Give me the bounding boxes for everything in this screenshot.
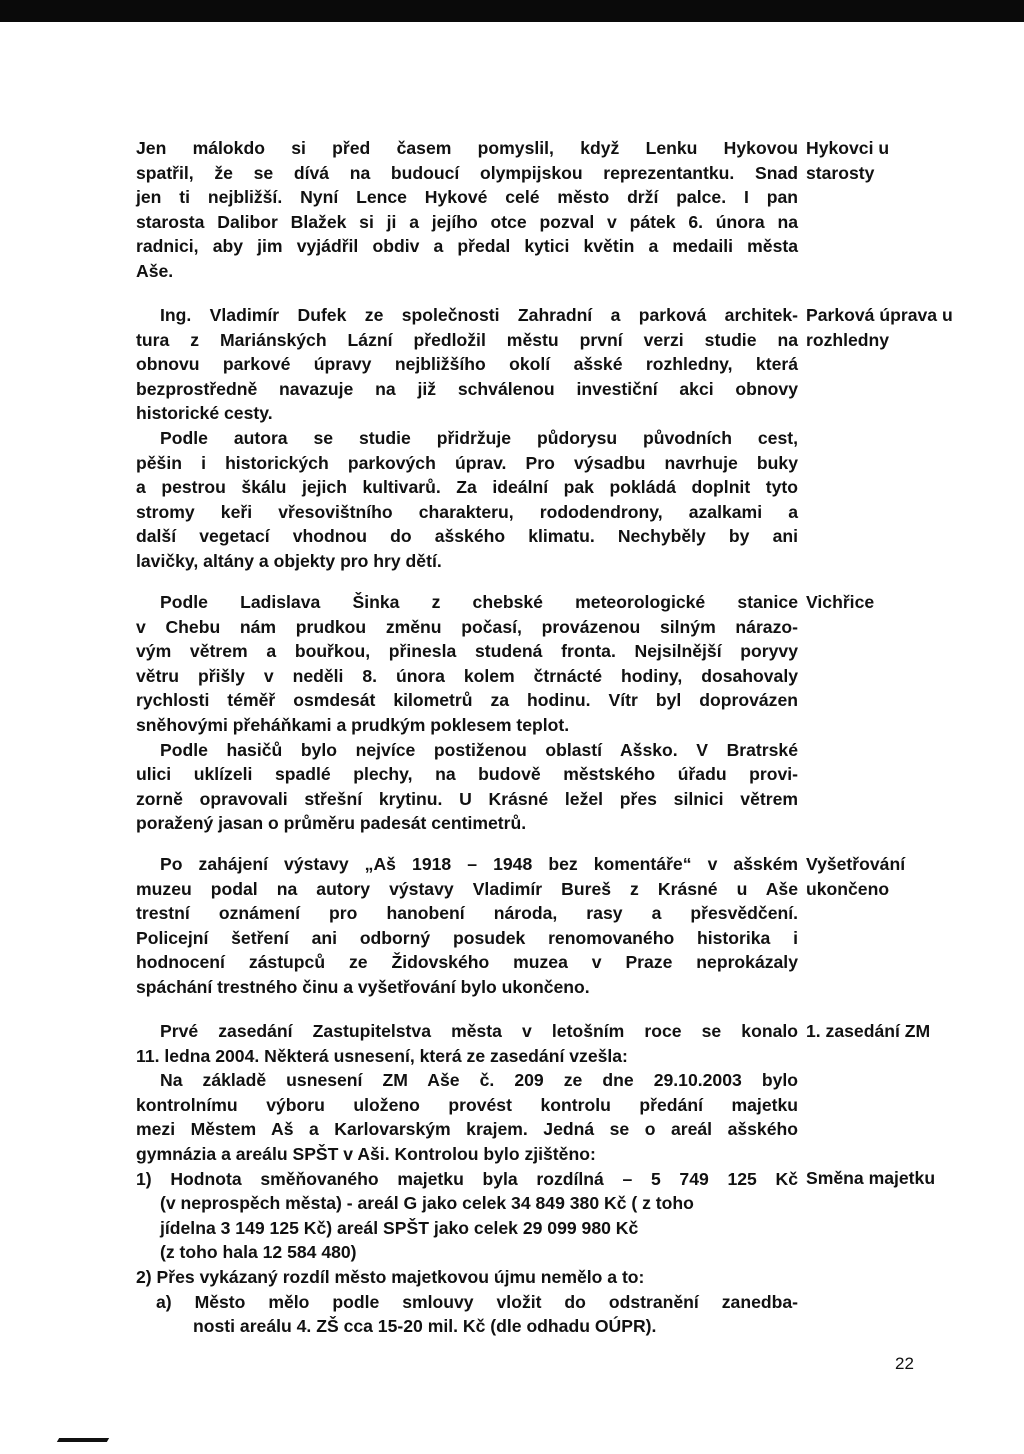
margin-note-line: starosty xyxy=(806,162,875,183)
margin-note-line: Vyšetřování xyxy=(806,854,906,874)
text-line: hodnocení zástupců ze Židovského muzea v Praze neprokázaly xyxy=(136,952,798,973)
text-line: starosta Dalibor Blažek si ji a jejího otce pozval v pátek 6. února na xyxy=(136,211,798,232)
scan-artifact-mark xyxy=(57,1438,109,1442)
text-line: ulici uklízeli spadlé plechy, na budově městského úřadu provi- xyxy=(136,764,798,785)
text-line: další vegetací vhodnou do ašského klimatu. Nechyběly by ani xyxy=(136,526,798,547)
text-line: 11. ledna 2004. Některá usnesení, která ze zasedání vzešla: xyxy=(136,1045,628,1066)
text-line: poražený jasan o průměru padesát centimetrů. xyxy=(136,813,527,834)
text-line: bezprostředně navazuje na již schválenou investiční akci obnovy xyxy=(136,378,798,399)
text-line: (v neprospěch města) - areál G jako celek 34 849 380 Kč ( z toho xyxy=(160,1193,694,1214)
text-line: a pestrou škálu jejich kultivarů. Za ideální pak pokládá doplnit tyto xyxy=(136,477,798,498)
margin-note-line: rozhledny xyxy=(806,329,890,350)
text-line: nosti areálu 4. ZŠ cca 15-20 mil. Kč (dle odhadu OÚPR). xyxy=(193,1316,657,1337)
text-line: kontrolnímu výboru uloženo provést kontrolu předání majetku xyxy=(136,1094,798,1115)
text-line: Ing. Vladimír Dufek ze společnosti Zahradní a parková architek- xyxy=(160,305,798,325)
text-line: muzeu podal na autory výstavy Vladimír Bureš z Krásné u Aše xyxy=(136,878,798,899)
margin-note-zasedani xyxy=(806,1019,1016,1044)
text-line: Podle autora se studie přidržuje půdorysu původních cest, xyxy=(160,427,798,448)
page-number: 22 xyxy=(895,1354,914,1373)
paragraph-vichrice xyxy=(136,590,798,836)
text-line: lavičky, altány a objekty pro hry dětí. xyxy=(136,550,442,571)
text-line: sněhovými přeháňkami a prudkým poklesem teplot. xyxy=(136,714,570,735)
list-item-2a: a) Město mělo podle smlouvy vložit do odstranění zanedba- xyxy=(156,1291,798,1312)
margin-note-hykovci xyxy=(806,136,1016,185)
text-line: trestní oznámení pro hanobení národa, rasy a přesvědčení. xyxy=(136,903,798,924)
paragraph-hykovci xyxy=(136,136,798,284)
text-line: Po zahájení výstavy „Aš 1918 – 1948 bez komentáře“ v ašském xyxy=(160,854,798,874)
text-line: gymnázia a areálu SPŠT v Aši. Kontrolou bylo zjištěno: xyxy=(136,1143,596,1164)
text-line: Na základě usnesení ZM Aše č. 209 ze dne 29.10.2003 bylo xyxy=(160,1070,798,1091)
margin-note-line: Směna majetku xyxy=(806,1168,936,1188)
paragraph-parkova-uprava xyxy=(136,303,798,574)
paragraph-vysetrovani xyxy=(136,852,798,1000)
text-line: pěšin i historických parkových úprav. Pro výsadbu navrhuje buky xyxy=(136,452,798,473)
text-line: historické cesty. xyxy=(136,403,273,424)
margin-note-smena-majetku xyxy=(806,1166,1016,1191)
margin-note-line: Parková úprava u xyxy=(806,305,953,325)
scan-top-border xyxy=(0,0,1024,22)
text-line: radnici, aby jim vyjádřil obdiv a předal kytici květin a medaili města xyxy=(136,236,798,257)
list-item-2: 2) Přes vykázaný rozdíl město majetkovou újmu nemělo a to: xyxy=(136,1266,645,1287)
margin-note-line: Hykovci u xyxy=(806,138,890,158)
margin-note-line: Vichřice xyxy=(806,592,875,612)
text-line: větru přišly v neděli 8. února kolem čtrnácté hodiny, dosahovaly xyxy=(136,665,798,686)
text-line: tura z Mariánských Lázní předložil městu první verzi studie na xyxy=(136,329,798,350)
text-line: Podle hasičů bylo nejvíce postiženou oblastí Ašsko. V Bratrské xyxy=(160,739,798,760)
margin-note-line: ukončeno xyxy=(806,878,890,899)
text-line: rychlosti téměř osmdesát kilometrů za hodinu. Vítr byl doprovázen xyxy=(136,690,798,711)
margin-note-parkova-uprava xyxy=(806,303,1016,352)
text-line: Policejní šetření ani odborný posudek renomovaného historika i xyxy=(136,927,798,948)
text-line: obnovu parkové úpravy nejbližšího okolí ašské rozhledny, která xyxy=(136,354,798,375)
margin-note-vysetrovani xyxy=(806,852,1016,901)
text-line: Aše. xyxy=(136,260,174,281)
text-line: Podle Ladislava Šinka z chebské meteorologické stanice xyxy=(160,592,798,612)
text-line: Prvé zasedání Zastupitelstva města v letošním roce se konalo xyxy=(160,1021,798,1041)
text-line: vým větrem a bouřkou, přinesla studená fronta. Nejsilnější poryvy xyxy=(136,641,798,662)
text-line: (z toho hala 12 584 480) xyxy=(160,1242,357,1263)
list-item-1: 1) Hodnota směňovaného majetku byla rozdílná – 5 749 125 Kč xyxy=(136,1168,798,1189)
text-line: jídelna 3 149 125 Kč) areál SPŠT jako celek 29 099 980 Kč xyxy=(160,1217,639,1238)
margin-note-line: 1. zasedání ZM xyxy=(806,1021,931,1041)
text-line: spáchání trestného činu a vyšetřování bylo ukončeno. xyxy=(136,976,590,997)
margin-note-vichrice xyxy=(806,590,1016,615)
text-line: Jen málokdo si před časem pomyslil, když Lenku Hykovou xyxy=(136,138,798,158)
text-line: zorně opravovali střešní krytinu. U Krásné ležel přes silnici větrem xyxy=(136,788,798,809)
text-line: v Chebu nám prudkou změnu počasí, provázenou silným nárazo- xyxy=(136,616,798,637)
text-line: stromy keři vřesovištního charakteru, rododendrony, azalkami a xyxy=(136,501,798,522)
text-line: jen ti nejbližší. Nyní Lence Hykové celé město drží palce. I pan xyxy=(136,187,798,208)
text-line: spatřil, že se dívá na budoucí olympijskou reprezentantku. Snad xyxy=(136,162,798,183)
text-line: mezi Městem Aš a Karlovarským krajem. Jedná se o areál ašského xyxy=(136,1119,798,1140)
paragraph-zasedani xyxy=(136,1019,798,1339)
